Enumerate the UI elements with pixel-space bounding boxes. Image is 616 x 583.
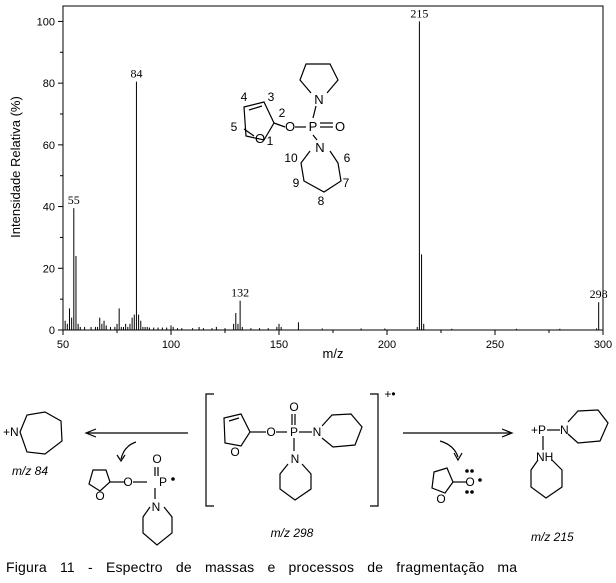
mass-spectrum-chart <box>8 6 612 361</box>
radical-dot <box>171 477 175 481</box>
x-axis-label: m/z <box>322 346 344 361</box>
ion215-phosphorus: +P <box>531 423 547 437</box>
position-5: 5 <box>230 120 238 134</box>
y-tick-label: 100 <box>36 16 55 29</box>
radical-phosphoryl-oxygen: O <box>152 452 162 466</box>
x-tick-label: 200 <box>377 339 397 351</box>
ion-furan-double-bond <box>229 418 239 421</box>
ion-linking-oxygen: O <box>266 425 276 439</box>
x-tick-label: 250 <box>485 339 505 351</box>
x-tick-label: 100 <box>161 339 181 351</box>
c-o-bond <box>274 123 285 127</box>
position-1: 1 <box>266 134 274 148</box>
ion-phosphorus: P <box>289 425 299 439</box>
phosphorus-atom: P <box>308 119 318 134</box>
position-7: 7 <box>342 176 350 190</box>
x-tick-label: 300 <box>593 339 613 351</box>
y-axis-label: Intensidade Relativa (%) <box>8 96 23 238</box>
x-tick-label: 50 <box>56 339 70 351</box>
radical-oxygen: O <box>123 475 133 489</box>
radical-ring-oxygen: O <box>95 489 105 503</box>
position-6: 6 <box>343 151 351 165</box>
y-tick-label: 20 <box>42 263 55 276</box>
y-tick-label: 60 <box>42 139 55 152</box>
x-tick-label: 150 <box>269 339 289 351</box>
radical-nitrogen: N <box>151 500 161 514</box>
position-4: 4 <box>240 90 248 104</box>
molecule-structure <box>231 64 351 208</box>
furanoxy-ring <box>432 468 453 493</box>
ion215-nh: NH <box>536 450 554 464</box>
y-tick-label: 80 <box>42 78 55 91</box>
y-tick-label: 0 <box>48 325 55 337</box>
peak-label: 132 <box>231 285 250 300</box>
plot-frame <box>63 6 603 330</box>
position-8: 8 <box>317 194 325 208</box>
position-3: 3 <box>267 90 275 104</box>
loss-arrow-left <box>121 442 136 459</box>
radical-furan-ring <box>89 470 110 491</box>
ion-piperidine-ring-bottom <box>280 464 311 500</box>
ion-nitrogen-2: N <box>290 452 300 466</box>
right-bracket <box>370 394 378 506</box>
y-axis-ticks <box>37 16 63 337</box>
furanoxy-ring-oxygen: O <box>436 492 446 506</box>
figure-caption: Figura 11 - Espectro de massas e processos de fragmentação ma <box>6 559 518 575</box>
y-tick-label: 40 <box>42 201 55 214</box>
ion-ring-oxygen: O <box>230 445 240 459</box>
position-10: 10 <box>284 151 298 165</box>
piperidinium-ring <box>20 412 62 454</box>
peak-label: 298 <box>589 287 608 302</box>
ion-nitrogen-1: N <box>312 425 322 439</box>
mz-215-label: m/z 215 <box>531 530 574 544</box>
nitrogen-bottom: N <box>315 140 325 155</box>
position-9: 9 <box>292 176 300 190</box>
piperidinium-label: +N <box>3 425 19 439</box>
piperidine-ring-bottom <box>301 151 341 192</box>
ion-piperidine-ring-right <box>322 414 362 447</box>
mz-84-label: m/z 84 <box>12 464 49 478</box>
fragmentation-scheme <box>3 387 608 545</box>
nitrogen-top: N <box>314 92 324 107</box>
furan-double-bond <box>249 106 262 110</box>
radical-cation-charge: +• <box>384 387 396 401</box>
phosphoryl-oxygen: O <box>334 119 346 134</box>
ion-phosphoryl-oxygen: O <box>289 400 299 414</box>
left-bracket <box>206 394 214 506</box>
position-2: 2 <box>278 106 286 120</box>
peak-labels <box>68 6 608 301</box>
mz-298-label: m/z 298 <box>270 526 314 540</box>
piperidine-ring-top <box>300 64 338 93</box>
furanoxy-radical-oxygen: O <box>465 475 475 489</box>
radical-phosphorus: P <box>158 475 168 489</box>
ion215-nitrogen: N <box>560 423 569 437</box>
peak-label: 55 <box>67 193 80 208</box>
linking-oxygen: O <box>284 119 296 134</box>
ion215-piperidine-ring <box>568 410 608 443</box>
ring-oxygen: O <box>254 131 266 146</box>
ion215-ring-bottom <box>531 460 562 498</box>
peak-label: 84 <box>130 66 143 81</box>
p-n-bond <box>313 106 316 118</box>
peak-label: 215 <box>410 6 429 21</box>
